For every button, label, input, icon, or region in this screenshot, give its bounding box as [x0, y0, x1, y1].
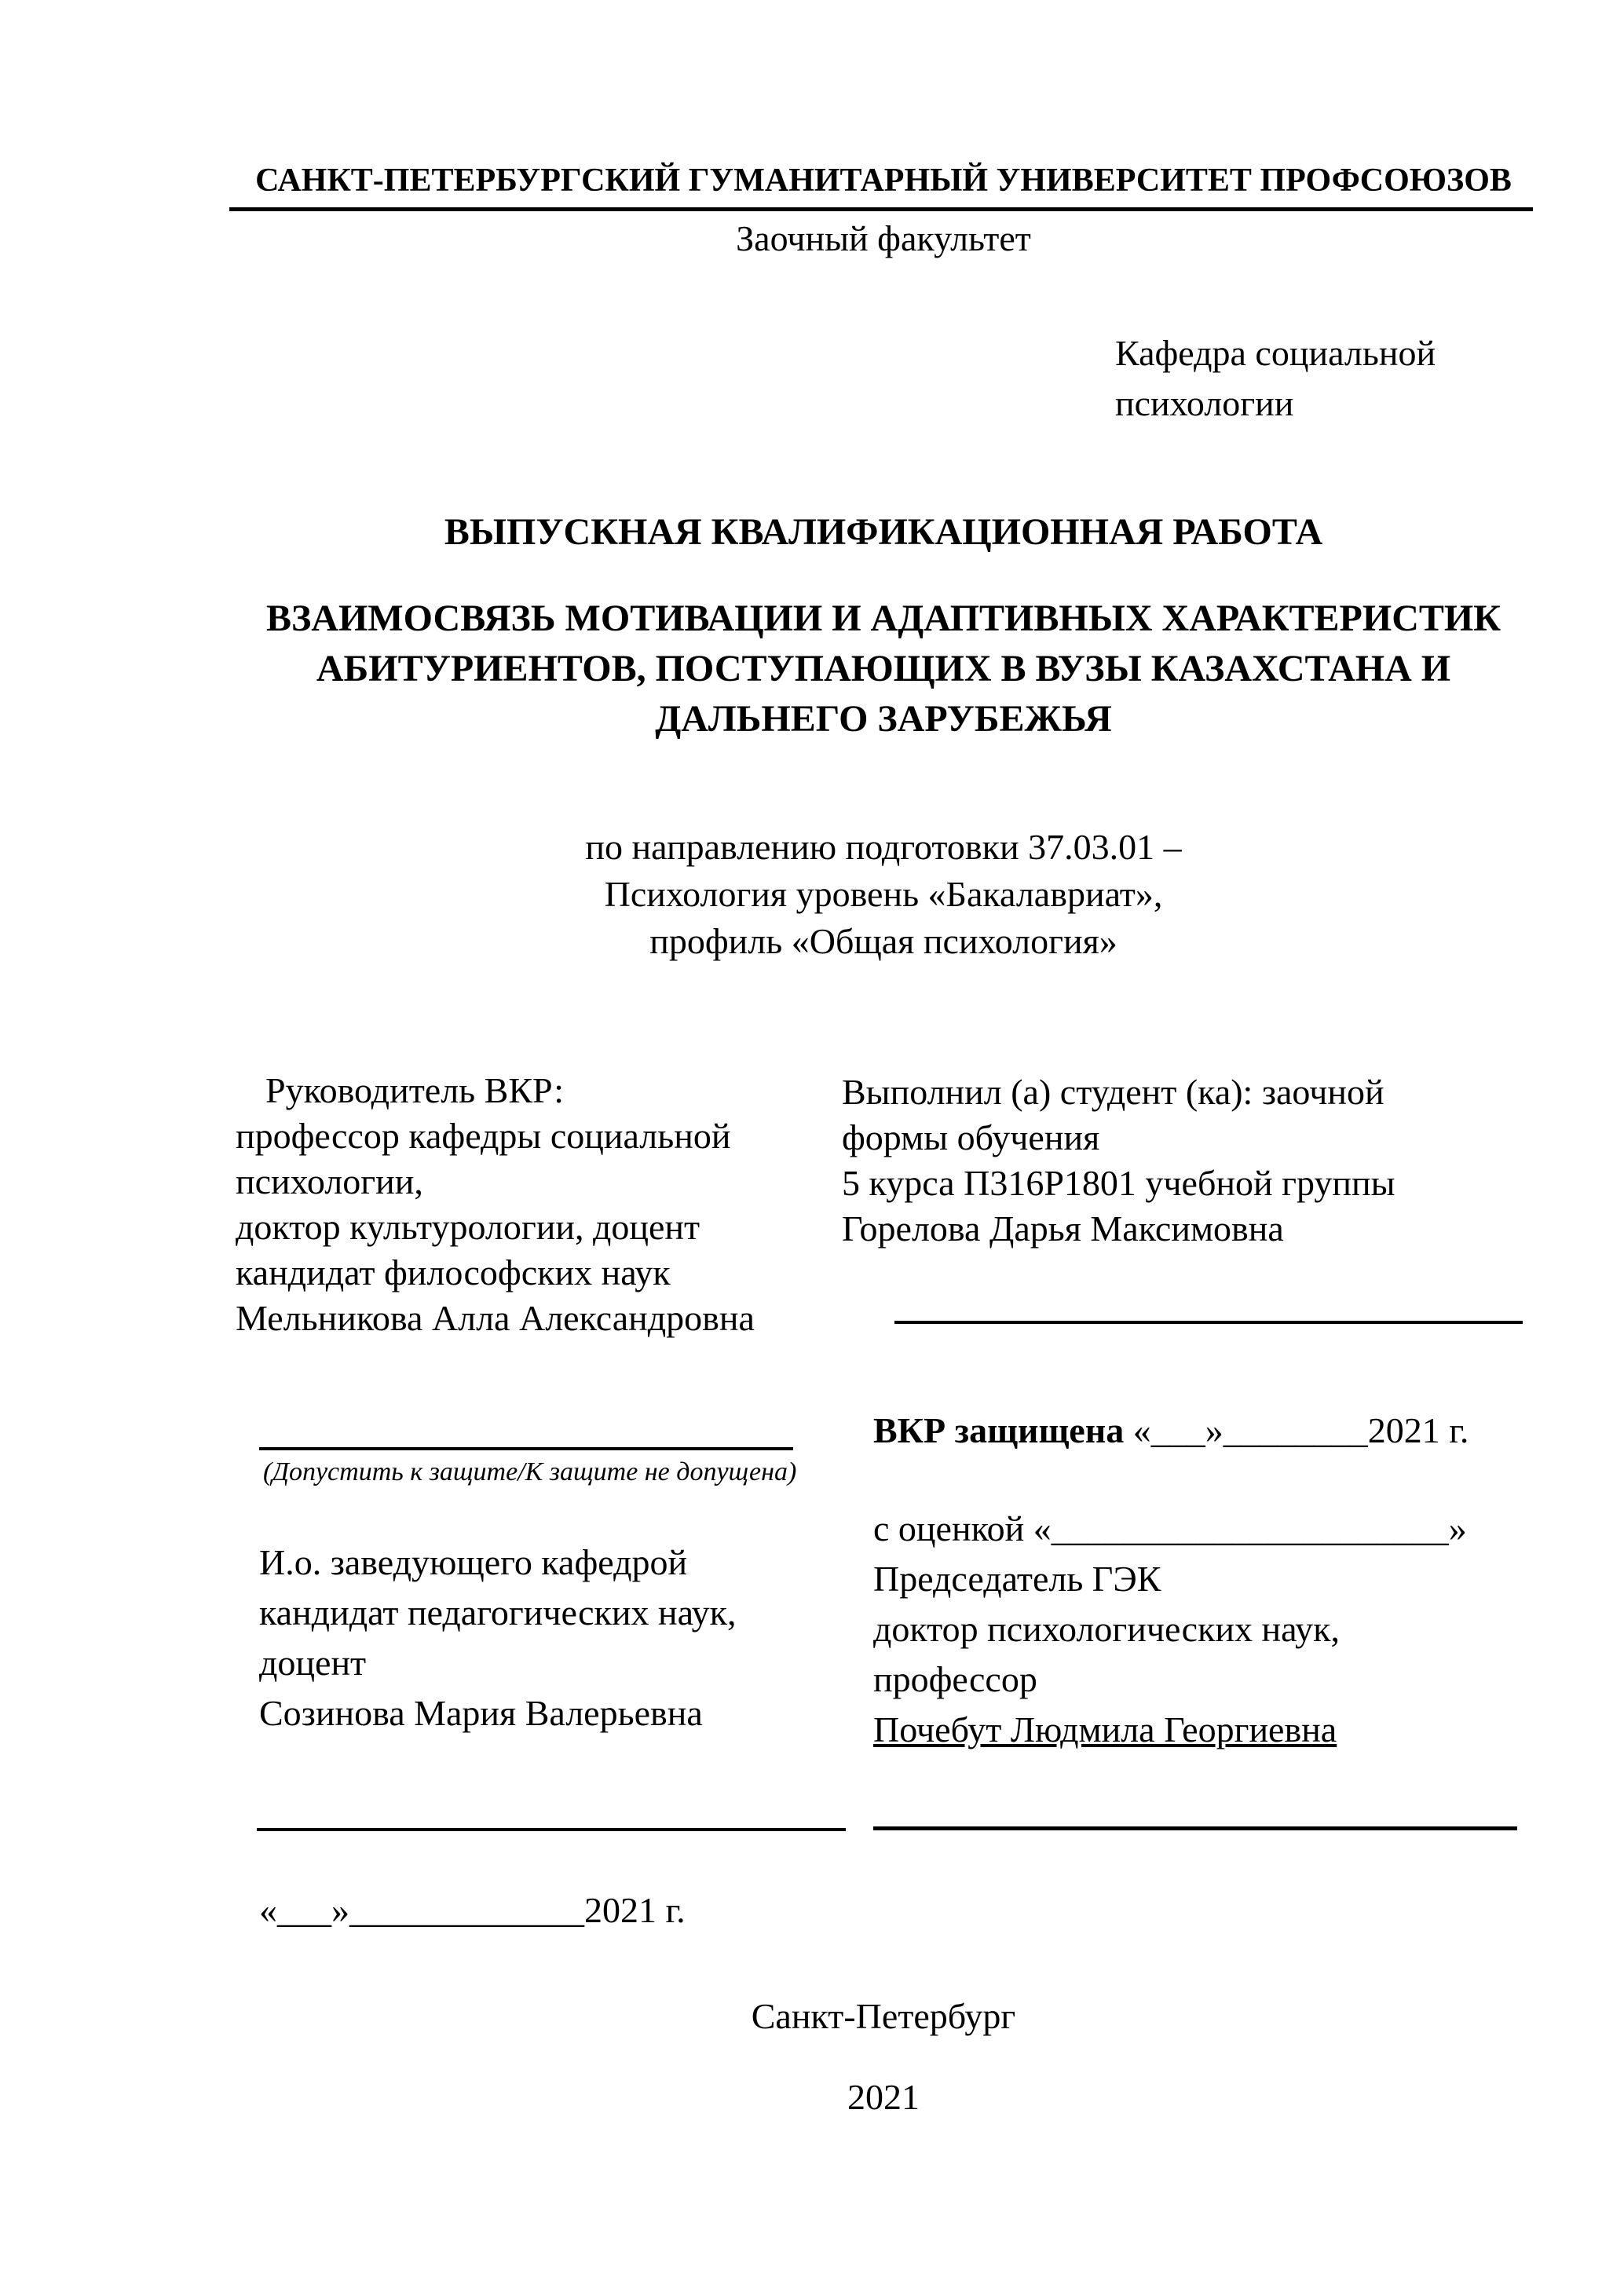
defense-date-blank: «___»________2021 г. — [1124, 1410, 1469, 1450]
supervisor-line: кандидат философских наук — [236, 1252, 671, 1292]
supervisor-line: профессор кафедры социальной — [236, 1116, 731, 1156]
department-head-line: доцент — [259, 1643, 367, 1683]
gek-chair-line: доктор психологических наук, — [873, 1609, 1341, 1649]
gek-chair-line: профессор — [873, 1659, 1037, 1699]
student-block — [842, 1069, 1549, 1252]
gek-chair-block — [873, 1504, 1580, 1755]
right-bottom-signature-line — [873, 1826, 1517, 1830]
supervisor-line: психологии, — [236, 1161, 423, 1201]
university-header: САНКТ-ПЕТЕРБУРГСКИЙ ГУМАНИТАРНЫЙ УНИВЕРСИТЕТ ПРОФСОЮЗОВ — [255, 163, 1512, 199]
student-line: Выполнил (а) студент (ка): заочной — [842, 1072, 1384, 1112]
department-head-line: кандидат педагогических наук, — [259, 1592, 737, 1632]
defense-status-label: ВКР защищена — [873, 1410, 1125, 1450]
program-info — [236, 824, 1531, 965]
department-head-line: И.о. заведующего кафедрой — [259, 1542, 688, 1582]
grade-line: с оценкой «______________________» — [873, 1508, 1467, 1548]
admission-date-line: «___»_____________2021 г. — [259, 1890, 686, 1930]
student-name: Горелова Дарья Максимовна — [842, 1208, 1284, 1249]
thesis-title-line: АБИТУРИЕНТОВ, ПОСТУПАЮЩИХ В ВУЗЫ КАЗАХСТАНА И — [316, 648, 1451, 689]
department-name — [1115, 328, 1539, 429]
admission-signature-line — [259, 1447, 793, 1450]
program-line: профиль «Общая психология» — [649, 921, 1117, 961]
department-line: психологии — [1115, 383, 1294, 423]
student-signature-line — [894, 1321, 1523, 1324]
faculty-name: Заочный факультет — [736, 218, 1031, 258]
supervisor-label: Руководитель ВКР: — [265, 1070, 565, 1110]
supervisor-line: доктор культурологии, доцент — [236, 1207, 700, 1247]
admission-caption: (Допустить к защите/К защите не допущена) — [263, 1457, 797, 1486]
gek-chair-name: Почебут Людмила Георгиевна — [873, 1709, 1337, 1749]
thesis-title-line: ДАЛЬНЕГО ЗАРУБЕЖЬЯ — [655, 698, 1112, 740]
thesis-title — [236, 594, 1531, 744]
header-rule — [229, 207, 1533, 211]
gek-chair-line: Председатель ГЭК — [873, 1559, 1161, 1599]
supervisor-name: Мельникова Алла Александровна — [236, 1298, 755, 1338]
student-line: формы обучения — [842, 1117, 1100, 1157]
city-name: Санкт-Петербург — [751, 1996, 1016, 2036]
defense-status-line — [873, 1406, 1580, 1456]
program-line: Психология уровень «Бакалавриат», — [604, 874, 1163, 914]
student-line: 5 курса П316Р1801 учебной группы — [842, 1163, 1395, 1203]
year-label: 2021 — [847, 2077, 920, 2117]
department-line: Кафедра социальной — [1115, 333, 1436, 373]
supervisor-block — [236, 1068, 817, 1341]
left-bottom-signature-line — [257, 1828, 846, 1831]
department-head-block — [259, 1537, 840, 1738]
thesis-title-line: ВЗАИМОСВЯЗЬ МОТИВАЦИИ И АДАПТИВНЫХ ХАРАКТЕРИСТИК — [265, 598, 1501, 639]
department-head-name: Созинова Мария Валерьевна — [259, 1693, 703, 1733]
work-type-heading: ВЫПУСКНАЯ КВАЛИФИКАЦИОННАЯ РАБОТА — [444, 511, 1323, 553]
program-line: по направлению подготовки 37.03.01 – — [585, 827, 1182, 867]
